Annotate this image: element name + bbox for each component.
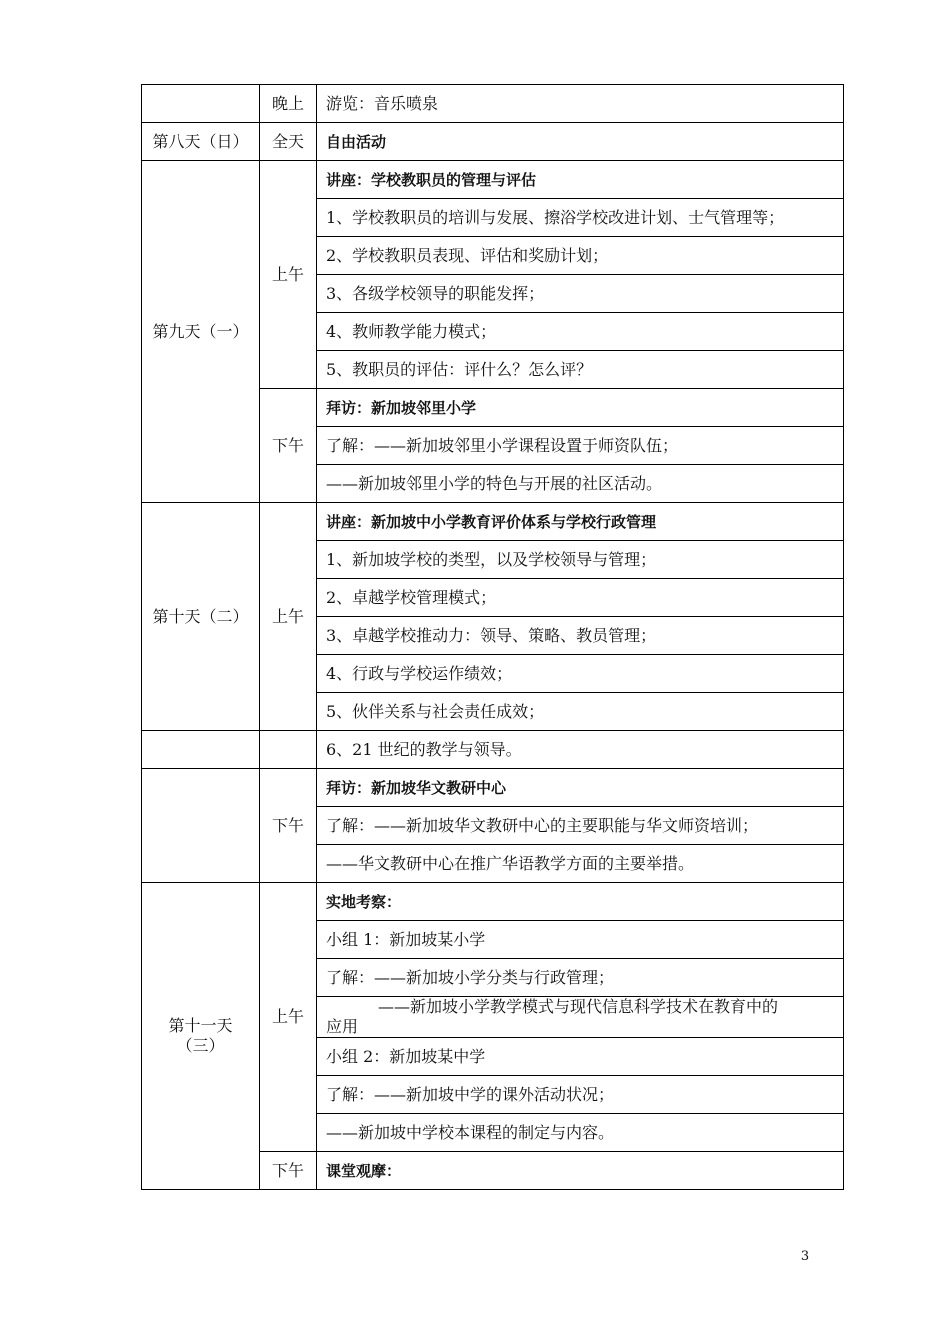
content-cell: 小组 1：新加坡某小学 <box>317 921 844 959</box>
content-cell: 了解：——新加坡中学的课外活动状况； <box>317 1076 844 1114</box>
content-cell: 3、卓越学校推动力：领导、策略、教员管理； <box>317 617 844 655</box>
table-row <box>142 731 844 769</box>
content-cell: 4、行政与学校运作绩效； <box>317 655 844 693</box>
period-cell: 全天 <box>260 123 317 161</box>
content-cell: 5、伙伴关系与社会责任成效； <box>317 693 844 731</box>
content-cell: 2、卓越学校管理模式； <box>317 579 844 617</box>
day-cell: 第十天（二） <box>142 503 260 731</box>
content-cell: 自由活动 <box>317 123 844 161</box>
period-cell: 晚上 <box>260 85 317 123</box>
day-label-line1: 第十一天 <box>168 1016 233 1035</box>
table-row <box>142 503 844 541</box>
session-title: 讲座：学校教职员的管理与评估 <box>317 161 844 199</box>
content-cell: 4、教师教学能力模式； <box>317 313 844 351</box>
content-cell: 1、学校教职员的培训与发展、擦浴学校改进计划、士气管理等； <box>317 199 844 237</box>
page-number: 3 <box>800 1249 810 1264</box>
content-cell: 5、教职员的评估：评什么？怎么评？ <box>317 351 844 389</box>
table-row <box>142 883 844 921</box>
content-cell: 3、各级学校领导的职能发挥； <box>317 275 844 313</box>
table-row <box>142 85 844 123</box>
content-cell: 了解：——新加坡小学分类与行政管理； <box>317 959 844 997</box>
day-cell-empty <box>142 769 260 883</box>
day-cell: 第九天（一） <box>142 161 260 503</box>
period-cell: 上午 <box>260 883 317 1152</box>
period-cell: 下午 <box>260 389 317 503</box>
content-cell: 了解：——新加坡华文教研中心的主要职能与华文师资培训； <box>317 807 844 845</box>
period-cell: 上午 <box>260 503 317 731</box>
content-line: ——新加坡小学教学模式与现代信息科学技术在教育中的 <box>378 997 779 1016</box>
session-title: 讲座：新加坡中小学教育评价体系与学校行政管理 <box>317 503 844 541</box>
content-cell: 6、21 世纪的教学与领导。 <box>317 731 844 769</box>
table-row <box>142 123 844 161</box>
session-title: 拜访：新加坡华文教研中心 <box>317 769 844 807</box>
content-line: 应用 <box>326 1017 359 1036</box>
content-cell: 1、新加坡学校的类型，以及学校领导与管理； <box>317 541 844 579</box>
content-cell <box>317 997 844 1038</box>
session-title: 课堂观摩： <box>317 1152 844 1190</box>
session-title: 实地考察： <box>317 883 844 921</box>
day-cell <box>142 883 260 1190</box>
content-cell: 了解：——新加坡邻里小学课程设置于师资队伍； <box>317 427 844 465</box>
schedule-table <box>141 84 844 1190</box>
table-row <box>142 161 844 199</box>
day-label-line2: （三） <box>176 1036 225 1055</box>
day-cell-empty <box>142 85 260 123</box>
content-cell: ——新加坡中学校本课程的制定与内容。 <box>317 1114 844 1152</box>
period-cell-empty <box>260 731 317 769</box>
content-cell: 游览：音乐喷泉 <box>317 85 844 123</box>
content-cell: ——华文教研中心在推广华语教学方面的主要举措。 <box>317 845 844 883</box>
day-cell-empty <box>142 731 260 769</box>
period-cell: 下午 <box>260 1152 317 1190</box>
session-title: 拜访：新加坡邻里小学 <box>317 389 844 427</box>
content-cell: ——新加坡邻里小学的特色与开展的社区活动。 <box>317 465 844 503</box>
content-cell: 2、学校教职员表现、评估和奖励计划； <box>317 237 844 275</box>
table-row <box>142 769 844 807</box>
day-cell: 第八天（日） <box>142 123 260 161</box>
content-cell: 小组 2：新加坡某中学 <box>317 1038 844 1076</box>
period-cell: 下午 <box>260 769 317 883</box>
period-cell: 上午 <box>260 161 317 389</box>
